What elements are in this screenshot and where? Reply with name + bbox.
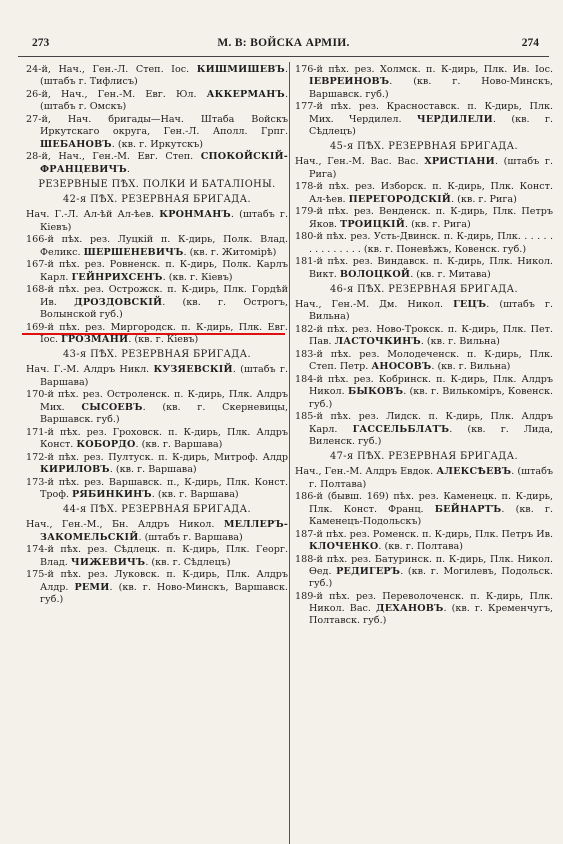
- entry-location: . (штабъ г. Тифлисъ): [40, 64, 288, 88]
- entry-text: 181-й пѣх. рез. Виндавск. п. К-дирь, Плк. Никол. Викт.: [295, 256, 553, 280]
- commander-name: КРОНМАНЪ: [159, 209, 231, 221]
- entry-text: 184-й пѣх. рез. Кобринск. п. К-дирь, Плк. Алдръ Никол.: [295, 374, 553, 398]
- section-heading: 42-я ПѢХ. РЕЗЕРВНАЯ БРИГАДА.: [63, 194, 251, 205]
- entry-location: . (кв. г. Житомірѣ): [183, 246, 277, 258]
- commander-name: АККЕРМАНЪ: [206, 89, 285, 100]
- entry-text: 186-й (бывш. 169) пѣх. рез. Каменецк. п. К-дирь, Плк. Конст. Франц.: [295, 491, 553, 515]
- page-header: [18, 37, 549, 51]
- commander-name: ГЕЙНРИХСЕНЪ: [71, 271, 163, 283]
- commander-name: АНОСОВЪ: [371, 361, 432, 373]
- unit-entry: [26, 477, 288, 502]
- entry-text: Нач., Ген.-М., Бн. Алдръ Никол.: [26, 519, 224, 531]
- entry-location: . (кв. г. Рига): [404, 218, 471, 230]
- commander-name: СЫСОЕВЪ: [81, 401, 143, 413]
- commander-name: ГРОЗМАНИ: [61, 333, 129, 345]
- unit-entry: [26, 544, 288, 569]
- unit-entry: [295, 101, 553, 138]
- entry-location: . (кв. г. Вилькоміръ, Ковенск. губ.): [309, 386, 553, 410]
- entry-text: 24-й, Нач., Ген.-Л. Степ. Іос.: [26, 64, 197, 75]
- commander-name: ХРИСТІАНИ: [424, 156, 495, 168]
- unit-entry: [26, 284, 288, 321]
- right-page-number: 274: [521, 37, 539, 49]
- unit-entry: [26, 519, 288, 544]
- entry-location: . (кв. г. Иркутскъ): [111, 138, 203, 150]
- entry-location: . (штабъ г. Варшава): [138, 531, 243, 543]
- entry-location: . (штабъ г. Кіевъ): [40, 209, 288, 233]
- entry-text: Нач., Ген.-М. Дм. Никол.: [295, 299, 454, 310]
- unit-entry: [295, 411, 553, 448]
- unit-entry: [295, 466, 553, 491]
- red-underline-annotation: [22, 333, 285, 335]
- entry-location: . (кв. г. Кременчугъ, Полтавск. губ.): [309, 603, 553, 627]
- entry-location: . (кв. г. Вильна): [420, 336, 500, 348]
- commander-name: ГАССЕЛЬБЛАТЪ: [352, 423, 450, 435]
- entry-location: . (штабъ г. Варшава): [40, 364, 288, 388]
- commander-name: КУЗЯЕВСКІЙ: [153, 364, 233, 376]
- entry-text: 187-й пѣх. рез. Роменск. п. К-дирь, Плк. Петръ Ив.: [295, 528, 554, 540]
- section-heading: 43-я ПѢХ. РЕЗЕРВНАЯ БРИГАДА.: [63, 349, 251, 360]
- entry-text: 188-й пѣх. рез. Батуринск. п. К-дирь, Плк. Никол. Ѳед.: [295, 553, 553, 577]
- entry-text: 176-й пѣх. рез. Холмск. п. К-дирь, Плк. Ив. Іос.: [295, 64, 553, 75]
- commander-name: СПОКОЙСКІЙ-ФРАНЦЕВИЧЪ: [40, 151, 288, 175]
- commander-name: РЯБИНКИНЪ: [71, 488, 152, 500]
- commander-name: ЧЕРДИЛЕЛИ: [416, 113, 493, 125]
- entry-text: 173-й пѣх. рез. Варшавск. п., К-дирь, Плк. Конст. Троф.: [26, 476, 288, 500]
- entry-location: . (кв. г. Сѣдлецъ): [309, 113, 553, 137]
- unit-entry: [295, 554, 553, 591]
- unit-entry: [26, 259, 288, 284]
- unit-entry: [26, 151, 288, 176]
- entry-location: . (кв. г. Вильна): [431, 361, 511, 373]
- entry-location: . (кв. г. Рига): [451, 193, 517, 205]
- commander-name: КОБОРДО: [76, 438, 136, 450]
- commander-name: АЛЕКСѢЕВЪ: [436, 466, 512, 478]
- unit-entry: [26, 569, 288, 606]
- commander-name: РЕМИ: [74, 581, 110, 593]
- section-heading: РЕЗЕРВНЫЕ ПѢХ. ПОЛКИ И БАТАЛІОНЫ.: [38, 178, 276, 190]
- commander-name: ЧИЖЕВИЧЪ: [70, 556, 146, 568]
- entry-location: . (кв. г. Полтава): [378, 540, 463, 552]
- entry-location: . (штабъ г. Омскъ): [40, 89, 288, 113]
- entry-location: . (кв. г. Острогъ, Волынской губ.): [40, 296, 288, 320]
- entry-location: . (кв. г. Каменецъ-Подольскъ): [309, 503, 553, 527]
- unit-entry: [26, 389, 288, 426]
- entry-text: 175-й пѣх. рез. Луковск. п. К-дирь, Плк. Алдръ Алдр.: [26, 569, 288, 593]
- unit-entry: [26, 234, 288, 259]
- unit-entry: [295, 374, 553, 411]
- unit-entry: [26, 427, 288, 452]
- entry-location: . (штабъ г. Рига): [309, 156, 554, 180]
- commander-name: ПЕРЕГОРОДСКІЙ: [348, 193, 452, 205]
- commander-name: БЕЙНАРТЪ: [434, 503, 502, 515]
- entry-location: . (кв. г. Ново-Минскъ, Варшавск. губ.): [40, 581, 288, 605]
- header-rule: [18, 56, 549, 57]
- unit-entry: [295, 491, 553, 528]
- commander-name: ТРОИЦКІЙ: [340, 218, 405, 230]
- commander-name: ЛАСТОЧКИНЪ: [334, 336, 421, 348]
- running-title: М. В: ВОЙСКА АРМІИ.: [217, 37, 350, 49]
- entry-text: 174-й пѣх. рез. Сѣдлецк. п. К-дирь, Плк. Георг. Влад.: [26, 544, 288, 568]
- commander-name: КИРИЛОВЪ: [40, 463, 110, 475]
- commander-name: ДЕХАНОВЪ: [376, 603, 444, 614]
- entry-location: .: [126, 163, 130, 175]
- unit-entry: [295, 591, 553, 628]
- entry-location: . (кв. г. Кіевъ): [128, 333, 199, 345]
- entry-location: . (кв. г. Варшава): [109, 463, 197, 475]
- commander-name: ГЕЦЪ: [453, 299, 487, 310]
- unit-entry: [295, 181, 553, 206]
- unit-entry: [26, 89, 288, 114]
- entry-text: 27-й, Нач. бригады—Нач. Штаба Войскъ Иркутскаго округа, Ген.-Л. Аполл. Грпг.: [26, 114, 288, 138]
- entry-text: 182-й пѣх. рез. Ново-Трокск. п. К-дирь, Плк. Пет. Пав.: [295, 324, 553, 348]
- commander-name: ДРОЗДОВСКІЙ: [74, 296, 163, 308]
- unit-entry: [295, 206, 553, 231]
- unit-entry: [295, 256, 553, 281]
- entry-text: 167-й пѣх. рез. Ровненск. п. К-дирь, Полк. Карлъ Карл.: [26, 259, 288, 283]
- entry-text: Нач., Ген.-М. Вас. Вас.: [295, 156, 425, 168]
- unit-entry: [295, 64, 553, 101]
- commander-name: ШЕБАНОВЪ: [40, 138, 112, 150]
- section-heading: 45-я ПѢХ. РЕЗЕРВНАЯ БРИГАДА.: [330, 141, 518, 152]
- unit-entry: [295, 231, 553, 256]
- entry-location: . (штабъ г. Вильна): [309, 299, 553, 323]
- left-page-number: 273: [32, 37, 50, 49]
- unit-entry: [26, 209, 288, 234]
- unit-entry: [26, 114, 288, 151]
- entry-location: . (штабъ г. Полтава): [309, 466, 553, 490]
- entry-location: . (кв. г. Варшава): [151, 488, 239, 500]
- entry-text: 178-й пѣх. рез. Изборск. п. К-дирь, Плк. Конст. Ал-ѣев.: [295, 181, 553, 205]
- unit-entry: [295, 349, 553, 374]
- entry-location: . (кв. г. Лида, Виленск. губ.): [309, 423, 553, 447]
- entry-location: . (кв. г. Могилевъ, Подольск. губ.): [309, 565, 553, 589]
- entry-text: Нач. Г.-Л. Ал-ѣй Ал-ѣев.: [26, 209, 160, 221]
- unit-entry: [26, 64, 288, 89]
- entry-text: 171-й пѣх. рез. Гроховск. п. К-дирь, Плк. Алдръ Конст.: [26, 426, 288, 450]
- entry-location: . (кв. г. Кіевъ): [162, 271, 233, 283]
- unit-entry: [295, 324, 553, 349]
- section-heading: 47-я ПѢХ. РЕЗЕРВНАЯ БРИГАДА.: [330, 451, 518, 462]
- entry-location: . (кв. г. Ново-Минскъ, Варшавск. губ.): [309, 76, 553, 100]
- entry-text: 172-й пѣх. рез. Пултуск. п. К-дирь, Митроф. Алдр: [26, 451, 288, 463]
- unit-entry: [26, 364, 288, 389]
- entry-text: 183-й пѣх. рез. Молодеченск. п. К-дирь, Плк. Степ. Петр.: [295, 349, 553, 373]
- unit-entry: [295, 299, 553, 324]
- unit-entry: [295, 156, 553, 181]
- commander-name: ІЕВРЕИНОВЪ: [309, 76, 390, 88]
- right-column: [295, 64, 553, 628]
- unit-entry: [26, 452, 288, 477]
- entry-location: . (кв. г. Скерневицы, Варшавск. губ.): [40, 401, 288, 425]
- entry-text: 180-й пѣх. рез. Усть-Двинск. п. К-дирь, Плк. . . . . . . . . . . . . . . (кв. г. Поневѣжъ, Ковенск. губ.): [295, 231, 553, 255]
- entry-text: 166-й пѣх. рез. Луцкій п. К-дирь, Полк. Влад. Феликс.: [26, 234, 288, 258]
- commander-name: РЕДИГЕРЪ: [336, 565, 401, 577]
- entry-text: 28-й, Нач., Ген.-М. Евг. Степ.: [26, 151, 201, 163]
- entry-text: 26-й, Нач., Ген.-М. Евг. Юл.: [26, 89, 207, 100]
- unit-entry: [295, 529, 553, 554]
- entry-text: 168-й пѣх. рез. Острожск. п. К-дирь, Плк. Гордѣй Ив.: [26, 284, 288, 308]
- commander-name: ВОЛОЦКОЙ: [339, 268, 411, 280]
- entry-location: . (кв. г. Митава): [410, 268, 491, 280]
- entry-text: 169-й пѣх. рез. Миргородск. п. К-дирь, Плк. Евг. Іос.: [26, 321, 288, 345]
- entry-text: Нач. Г.-М. Алдръ Никл.: [26, 364, 154, 376]
- left-column: [26, 64, 288, 607]
- entry-text: 189-й пѣх. рез. Переволоченск. п. К-дирь, Плк. Никол. Вас.: [295, 590, 553, 614]
- entry-location: . (кв. г. Сѣдлецъ): [145, 556, 231, 568]
- commander-name: КИШМИШЕВЪ: [196, 64, 285, 75]
- commander-name: МЕЛЛЕРЪ-ЗАКОМЕЛЬСКІЙ: [40, 519, 288, 543]
- section-heading: 46-я ПѢХ. РЕЗЕРВНАЯ БРИГАДА.: [330, 283, 518, 295]
- entry-text: 170-й пѣх. рез. Остроленск. п. К-дирь, Плк. Алдръ Мих.: [26, 389, 288, 413]
- entry-text: 185-й пѣх. рез. Лидск. п. К-дирь, Плк. Алдръ Карл.: [295, 411, 553, 435]
- commander-name: ШЕРШЕНЕВИЧЪ: [83, 246, 184, 258]
- commander-name: КЛОЧЕНКО: [309, 540, 379, 552]
- entry-text: 179-й пѣх. рез. Венденск. п. К-дирь, Плк. Петръ Яков.: [295, 206, 553, 230]
- entry-text: Нач., Ген.-М. Алдръ Евдок.: [295, 466, 437, 478]
- entry-text: 177-й пѣх. рез. Красноставск. п. К-дирь, Плк. Мих. Чердилел.: [295, 101, 553, 125]
- section-heading: 44-я ПѢХ. РЕЗЕРВНАЯ БРИГАДА.: [63, 504, 251, 515]
- entry-location: . (кв. г. Варшава): [135, 438, 223, 450]
- commander-name: БЫКОВЪ: [347, 386, 404, 398]
- column-divider: [289, 62, 290, 844]
